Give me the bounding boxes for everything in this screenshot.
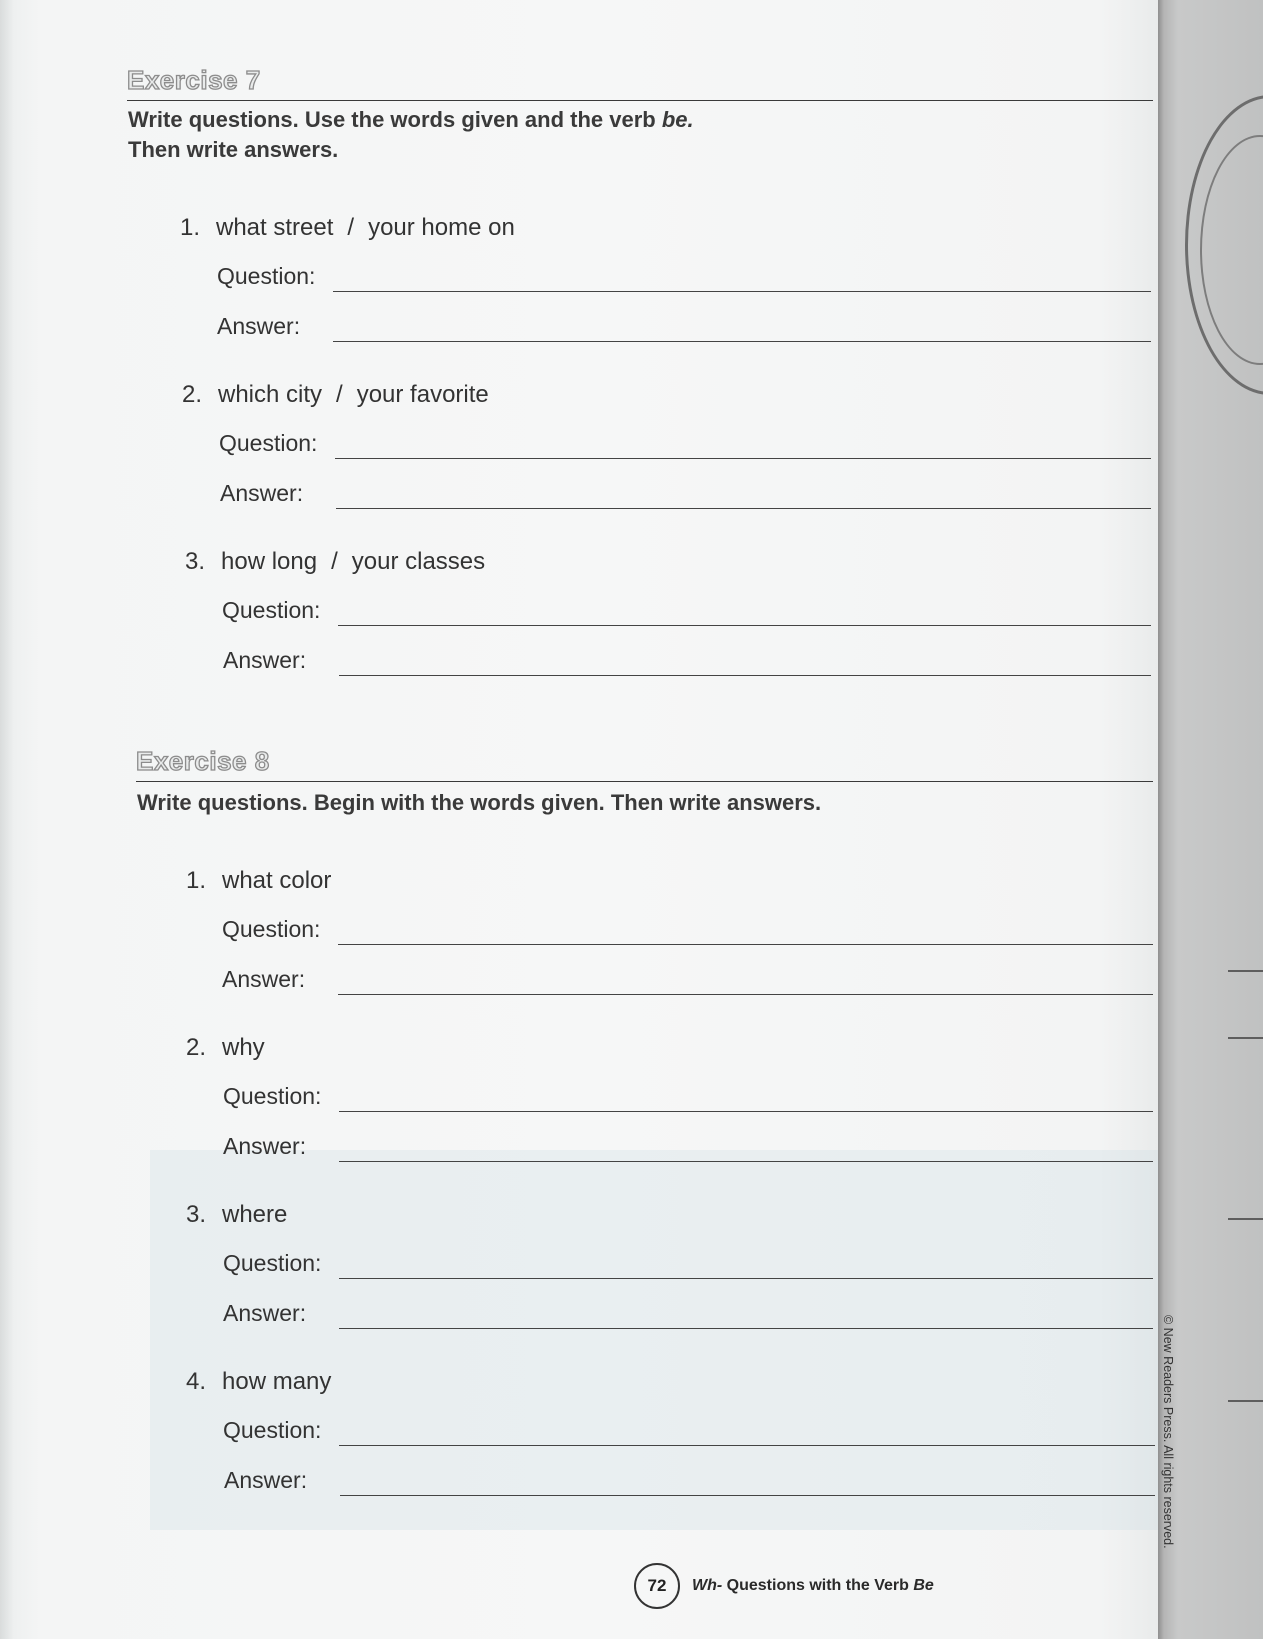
- prompt-word: what color: [222, 867, 332, 894]
- answer-label: Answer:: [222, 966, 306, 992]
- answer-write-line[interactable]: [339, 1161, 1153, 1163]
- exercise-7-item-2-question-row: [219, 429, 1151, 459]
- adjacent-page-line: [1228, 1037, 1263, 1039]
- answer-write-line[interactable]: [340, 1495, 1155, 1497]
- exercise-7-item-3-answer-row: [223, 646, 1151, 676]
- page-footer: [634, 1561, 934, 1611]
- prompt-word: why: [222, 1034, 265, 1061]
- answer-write-line[interactable]: [336, 508, 1151, 510]
- question-label: Question:: [223, 1250, 322, 1276]
- exercise-7-item-3-question-row: [222, 596, 1151, 626]
- adjacent-page-line: [1228, 970, 1263, 972]
- exercise-7-item-2-answer-row: [220, 479, 1151, 509]
- answer-label: Answer:: [224, 1467, 308, 1493]
- item-number: 3.: [186, 1201, 207, 1228]
- exercise-8-item-2-prompt: [186, 1034, 265, 1062]
- exercise-7-item-1-answer-row: [217, 312, 1151, 342]
- instruction-text: Write questions. Use the words given and the verb: [128, 107, 662, 132]
- prompt-slash: /: [347, 214, 355, 241]
- prompt-part: your favorite: [356, 381, 489, 408]
- exercise-8-item-1-answer-row: [222, 965, 1153, 995]
- exercise-8-item-4-prompt: [186, 1368, 331, 1396]
- exercise-8-item-1-prompt: [186, 867, 331, 895]
- question-label: Question:: [222, 597, 321, 623]
- answer-write-line[interactable]: [333, 341, 1151, 343]
- question-label: Question:: [223, 1417, 322, 1443]
- answer-write-line[interactable]: [339, 675, 1151, 677]
- exercise-7-instructions: [128, 105, 1028, 165]
- exercise-8-header: [136, 745, 1153, 782]
- item-number: 4.: [186, 1368, 207, 1395]
- answer-label: Answer:: [217, 313, 301, 339]
- prompt-part: your home on: [368, 214, 515, 241]
- prompt-part: your classes: [351, 548, 486, 575]
- exercise-8-item-1-question-row: [222, 915, 1153, 945]
- prompt-slash: /: [336, 381, 343, 408]
- exercise-7-item-2-prompt: [182, 381, 489, 409]
- item-number: 3.: [185, 548, 206, 575]
- item-number: 1.: [186, 867, 207, 894]
- page-number: 72: [634, 1563, 680, 1609]
- exercise-8-item-4-answer-row: [224, 1466, 1155, 1496]
- exercise-7-item-3-prompt: [185, 548, 485, 576]
- question-answer-line[interactable]: [339, 1278, 1153, 1280]
- exercise-7-item-1-question-row: [217, 262, 1151, 292]
- exercise-8-item-3-answer-row: [223, 1299, 1153, 1329]
- footer-title-italic-end: Be: [913, 1577, 934, 1594]
- prompt-word: how many: [222, 1368, 332, 1395]
- answer-label: Answer:: [220, 480, 304, 506]
- item-number: 2.: [182, 381, 203, 408]
- prompt-part: which city: [218, 381, 323, 408]
- exercise-8-title: Exercise 8: [136, 746, 270, 776]
- question-answer-line[interactable]: [338, 944, 1153, 946]
- answer-write-line[interactable]: [338, 994, 1153, 996]
- exercise-7-item-1-prompt: [180, 214, 515, 242]
- footer-title-italic: Wh-: [692, 1577, 723, 1594]
- instruction-italic-verb: be.: [661, 107, 694, 132]
- answer-write-line[interactable]: [339, 1328, 1153, 1330]
- question-label: Question:: [219, 430, 318, 456]
- copyright-notice: © New Readers Press. All rights reserved.: [1161, 1315, 1175, 1549]
- exercise-8-item-3-prompt: [186, 1201, 287, 1229]
- answer-label: Answer:: [223, 1133, 307, 1159]
- exercise-7-header: [127, 64, 1153, 101]
- item-number: 1.: [180, 214, 201, 241]
- question-answer-line[interactable]: [338, 625, 1151, 627]
- item-number: 2.: [186, 1034, 207, 1061]
- exercise-8-item-2-question-row: [223, 1082, 1153, 1112]
- prompt-slash: /: [331, 548, 338, 575]
- prompt-part: what street: [216, 214, 334, 241]
- question-label: Question:: [222, 916, 321, 942]
- question-answer-line[interactable]: [333, 291, 1151, 293]
- question-answer-line[interactable]: [339, 1445, 1155, 1447]
- exercise-8-item-4-question-row: [223, 1416, 1155, 1446]
- question-label: Question:: [217, 263, 316, 289]
- exercise-8-instructions: [137, 788, 1037, 818]
- instruction-text: Then write answers.: [128, 137, 339, 162]
- question-answer-line[interactable]: [339, 1111, 1153, 1113]
- question-label: Question:: [223, 1083, 322, 1109]
- prompt-part: how long: [221, 548, 318, 575]
- footer-chapter-title: [692, 1577, 934, 1595]
- exercise-8-item-2-answer-row: [223, 1132, 1153, 1162]
- answer-label: Answer:: [223, 647, 307, 673]
- footer-title-text: Questions with the Verb: [722, 1577, 914, 1594]
- answer-label: Answer:: [223, 1300, 307, 1326]
- prompt-word: where: [222, 1201, 288, 1228]
- adjacent-page-line: [1228, 1400, 1263, 1402]
- instruction-text: Write questions. Begin with the words given. Then write answers.: [137, 790, 822, 815]
- adjacent-page-line: [1228, 1218, 1263, 1220]
- exercise-8-item-3-question-row: [223, 1249, 1153, 1279]
- exercise-7-title: Exercise 7: [127, 65, 261, 95]
- question-answer-line[interactable]: [335, 458, 1151, 460]
